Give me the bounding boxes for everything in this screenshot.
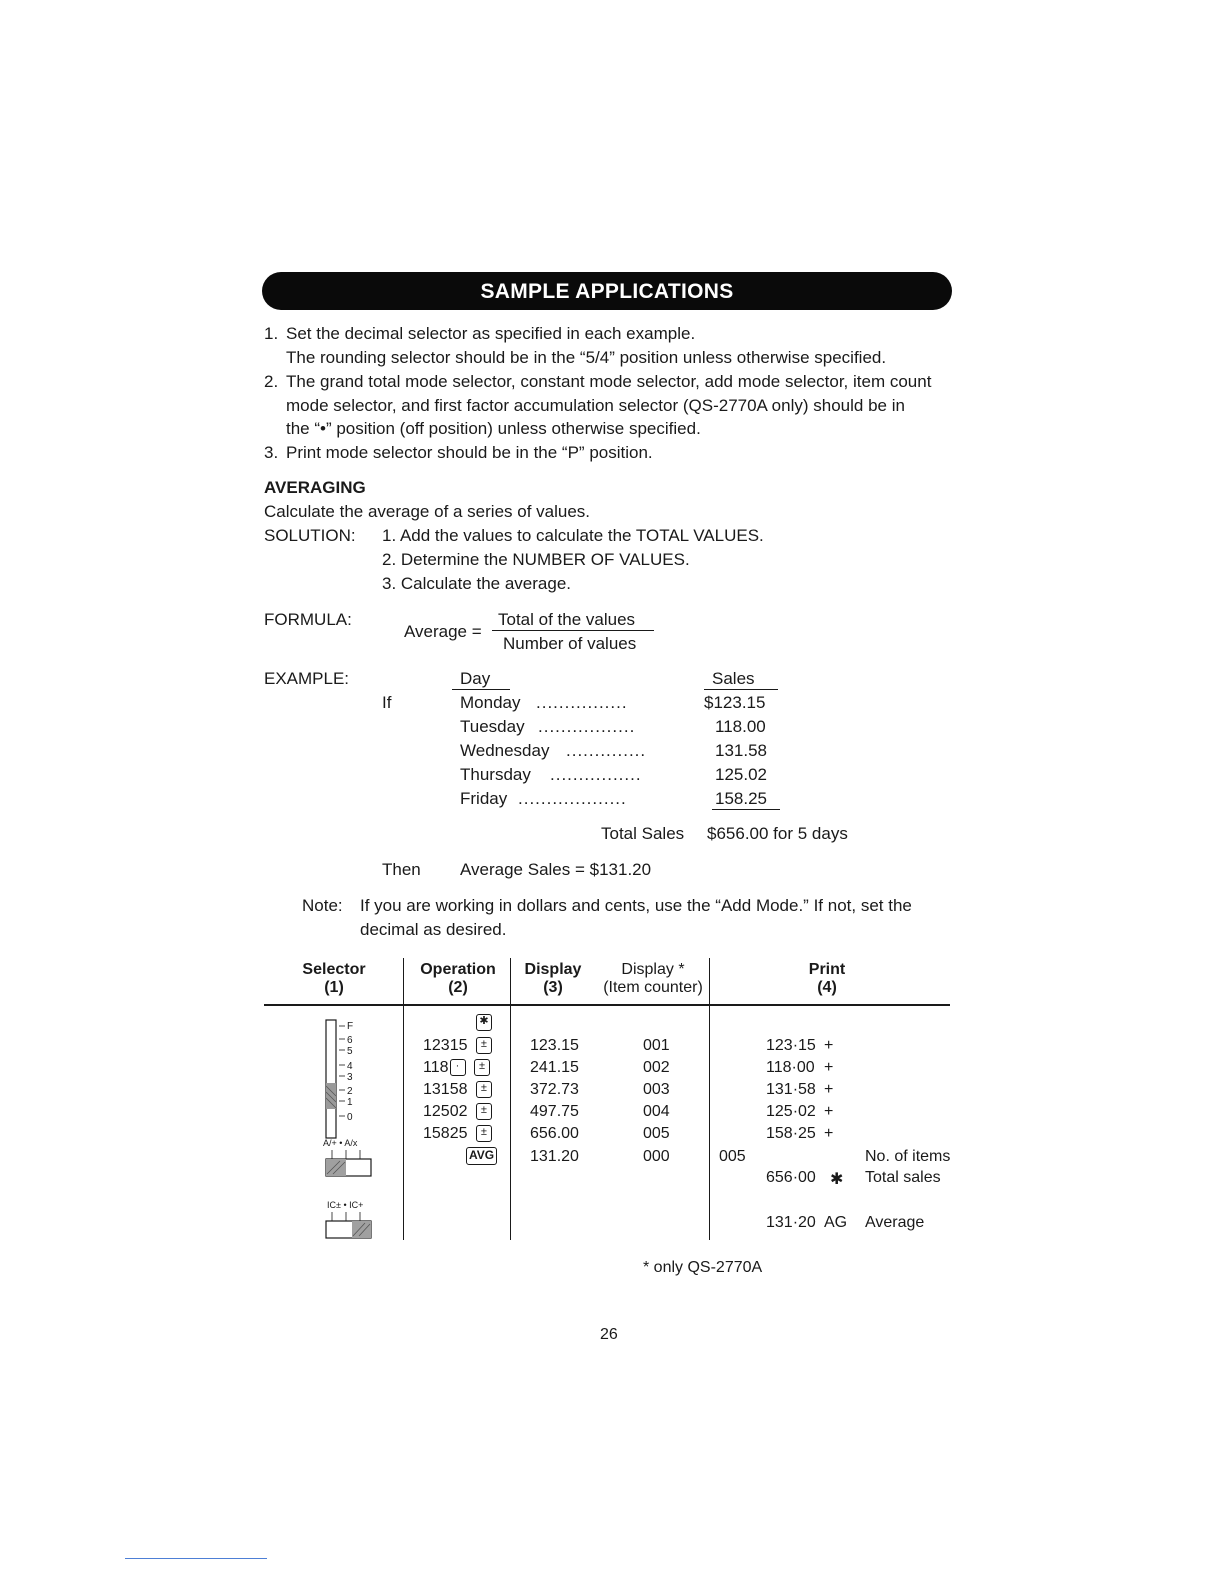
add-mode-selector-switch xyxy=(323,1138,371,1176)
print-symbol: + xyxy=(824,1125,834,1142)
operation-number: 12315 xyxy=(423,1037,468,1054)
day-name: Tuesday xyxy=(460,717,525,736)
if-label: If xyxy=(382,693,392,712)
leader-dots: ................... xyxy=(518,789,627,808)
decimal-key[interactable]: · xyxy=(450,1059,466,1076)
day-sales: $123.15 xyxy=(704,693,766,712)
print-value: 656·00 xyxy=(766,1169,816,1186)
decimal-label: 3 xyxy=(347,1072,353,1083)
page-number: 26 xyxy=(600,1326,618,1343)
decimal-label: 0 xyxy=(347,1112,353,1123)
operation-number: 12502 xyxy=(423,1103,468,1120)
note-label: Note: xyxy=(302,896,343,915)
display-value: 241.15 xyxy=(530,1059,579,1076)
counter-value: 000 xyxy=(643,1148,670,1165)
section-intro: Calculate the average of a series of values. xyxy=(264,502,591,521)
formula-label: FORMULA: xyxy=(264,610,352,629)
leader-dots: ................. xyxy=(538,717,636,736)
example-label: EXAMPLE: xyxy=(264,669,350,688)
solution-step-2: 2. Determine the NUMBER OF VALUES. xyxy=(382,550,690,569)
print-symbol: + xyxy=(824,1037,834,1054)
col-sales-header: Sales xyxy=(712,669,755,688)
table-row xyxy=(423,1125,492,1143)
column-divider xyxy=(709,958,710,1240)
decimal-label: 4 xyxy=(347,1061,353,1072)
print-symbol: + xyxy=(824,1081,834,1098)
formula-lhs: Average = xyxy=(404,622,482,641)
instruction-line: Print mode selector should be in the “P” position. xyxy=(286,443,653,462)
day-name: Monday xyxy=(460,693,521,712)
sum-underline xyxy=(712,809,780,810)
header-display-num: (3) xyxy=(543,979,563,996)
decimal-label: 1 xyxy=(347,1097,353,1108)
add-mode-label: A/+ • A/x xyxy=(323,1138,358,1148)
day-sales: 131.58 xyxy=(715,741,767,760)
average-key[interactable]: AVG xyxy=(466,1147,497,1165)
section-banner: SAMPLE APPLICATIONS xyxy=(262,272,952,310)
counter-value: 001 xyxy=(643,1037,670,1054)
instruction-line: mode selector, and first factor accumulation selector (QS-2770A only) should be in xyxy=(286,395,905,415)
selector-diagram xyxy=(310,1014,382,1244)
footnote: * only QS-2770A xyxy=(643,1259,763,1276)
leader-dots: ................ xyxy=(550,765,642,784)
operation-number: 118 xyxy=(423,1059,449,1076)
decimal-label: 2 xyxy=(347,1086,353,1097)
counter-value: 004 xyxy=(643,1103,670,1120)
print-comment: Total sales xyxy=(865,1169,941,1186)
solution-step-1: 1. Add the values to calculate the TOTAL VALUES. xyxy=(382,526,764,545)
note-line: If you are working in dollars and cents, use the “Add Mode.” If not, set the xyxy=(360,896,912,915)
then-label: Then xyxy=(382,860,421,879)
instruction-2 xyxy=(264,370,932,438)
instruction-3 xyxy=(264,441,653,465)
plus-minus-key[interactable]: ± xyxy=(476,1103,492,1120)
table-header-rule xyxy=(264,1004,950,1006)
link-underline xyxy=(125,1558,267,1559)
leader-dots: .............. xyxy=(566,741,647,760)
formula-numerator: Total of the values xyxy=(498,610,636,629)
day-name: Thursday xyxy=(460,765,531,784)
print-symbol: + xyxy=(824,1059,834,1076)
display-value: 497.75 xyxy=(530,1103,579,1120)
fraction-bar xyxy=(492,630,654,631)
instruction-number: 3. xyxy=(264,443,279,462)
solution-step-3: 3. Calculate the average. xyxy=(382,574,572,593)
day-sales: 118.00 xyxy=(715,717,766,736)
print-value: 123·15 xyxy=(766,1037,816,1054)
section-heading: AVERAGING xyxy=(264,478,366,497)
table-row xyxy=(423,1103,492,1121)
operation-number: 15825 xyxy=(423,1125,468,1142)
display-value: 123.15 xyxy=(530,1037,579,1054)
instruction-line: The grand total mode selector, constant mode selector, add mode selector, item count xyxy=(286,372,932,391)
counter-value: 003 xyxy=(643,1081,670,1098)
table-row xyxy=(476,1014,492,1032)
solution-label: SOLUTION: xyxy=(264,526,356,545)
column-divider xyxy=(403,958,404,1240)
day-row xyxy=(460,763,642,787)
plus-minus-key[interactable]: ± xyxy=(476,1037,492,1054)
counter-value: 002 xyxy=(643,1059,670,1076)
day-sales: 125.02 xyxy=(715,765,767,784)
item-count-label: IC± • IC+ xyxy=(327,1200,364,1210)
print-prefix: 005 xyxy=(719,1148,746,1165)
print-value: 158·25 xyxy=(766,1125,816,1142)
display-value: 656.00 xyxy=(530,1125,579,1142)
print-value: 131·58 xyxy=(766,1081,816,1098)
header-selector-num: (1) xyxy=(324,979,344,996)
day-row xyxy=(460,739,647,763)
day-underline xyxy=(452,689,510,690)
item-count-selector-switch xyxy=(326,1200,371,1238)
plus-minus-key[interactable]: ± xyxy=(476,1125,492,1142)
print-symbol: AG xyxy=(824,1214,848,1231)
print-value: 125·02 xyxy=(766,1103,816,1120)
header-print-num: (4) xyxy=(817,979,837,996)
print-value: 118·00 xyxy=(766,1059,815,1076)
total-value: $656.00 for 5 days xyxy=(707,824,848,843)
header-display-counter: Display * xyxy=(621,961,685,978)
day-row xyxy=(460,715,636,739)
table-row xyxy=(423,1081,492,1099)
day-name: Friday xyxy=(460,789,508,808)
instruction-line: the “•” position (off position) unless otherwise specified. xyxy=(286,419,701,438)
col-day-header: Day xyxy=(460,669,491,688)
header-operation-num: (2) xyxy=(448,979,468,996)
print-comment: Average xyxy=(865,1214,925,1231)
plus-minus-key[interactable]: ± xyxy=(476,1081,492,1098)
header-selector: Selector xyxy=(302,961,366,978)
decimal-label: 6 xyxy=(347,1035,353,1046)
table-row xyxy=(466,1147,497,1165)
day-row xyxy=(460,691,628,715)
then-text: Average Sales = $131.20 xyxy=(460,860,652,879)
header-print: Print xyxy=(808,961,846,978)
print-value: 131·20 xyxy=(766,1214,816,1231)
instruction-number: 1. xyxy=(264,324,279,343)
print-symbol: + xyxy=(824,1103,834,1120)
instruction-line: Set the decimal selector as specified in each example. xyxy=(286,324,696,343)
decimal-selector-switch xyxy=(326,1020,353,1138)
column-divider xyxy=(510,958,511,1240)
day-row xyxy=(460,787,627,811)
total-label: Total Sales xyxy=(601,824,685,843)
plus-minus-key[interactable]: ± xyxy=(474,1059,490,1076)
sales-underline xyxy=(704,689,778,690)
instruction-1 xyxy=(264,322,887,367)
total-key[interactable]: ✱ xyxy=(476,1014,492,1031)
display-value: 372.73 xyxy=(530,1081,579,1098)
display-value: 131.20 xyxy=(530,1148,579,1165)
instruction-line: The rounding selector should be in the “5/4” position unless otherwise specified. xyxy=(286,347,887,367)
day-name: Wednesday xyxy=(460,741,550,760)
print-comment: No. of items xyxy=(865,1148,951,1165)
print-symbol: ✱ xyxy=(830,1171,844,1188)
decimal-label: F xyxy=(347,1021,354,1032)
leader-dots: ................ xyxy=(536,693,628,712)
table-row xyxy=(423,1059,490,1077)
counter-value: 005 xyxy=(643,1125,670,1142)
header-display-counter-sub: (Item counter) xyxy=(603,979,703,996)
instruction-number: 2. xyxy=(264,372,279,391)
formula-denominator: Number of values xyxy=(503,634,637,653)
decimal-label: 5 xyxy=(347,1046,353,1057)
operation-number: 13158 xyxy=(423,1081,468,1098)
day-sales: 158.25 xyxy=(715,789,767,808)
header-display: Display xyxy=(524,961,582,978)
table-row xyxy=(423,1037,492,1055)
note-line: decimal as desired. xyxy=(360,920,507,939)
header-operation: Operation xyxy=(420,961,496,978)
